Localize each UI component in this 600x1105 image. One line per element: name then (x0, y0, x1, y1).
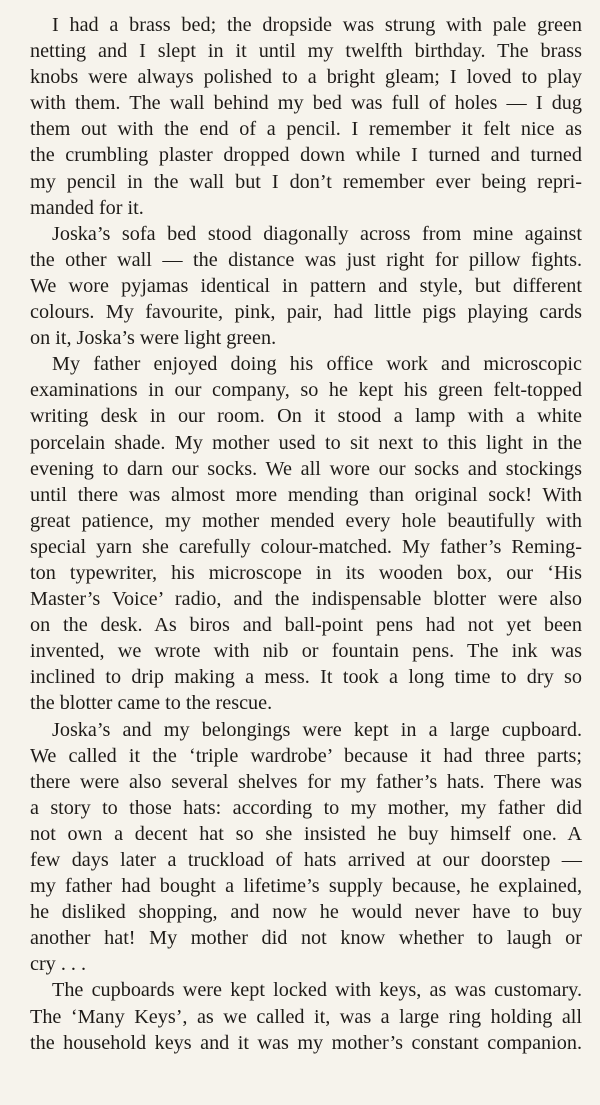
text-line: examinations in our company, so he kept his green felt-topped (30, 379, 582, 402)
text-line: few days later a truckload of hats arrived at our doorstep — (30, 849, 582, 871)
text-line: Joska’s sofa bed stood diagonally across from mine against (52, 222, 582, 245)
text-line: invented, we wrote with nib or fountain pens. The ink was (30, 640, 582, 663)
text-line: special yarn she carefully colour-matched. My father’s Reming- (30, 535, 582, 558)
text-line: Joska’s and my belongings were kept in a large cupboard. (52, 718, 582, 741)
text-line: manded for it. (30, 196, 144, 219)
text-line: ton typewriter, his microscope in its wooden box, our ‘His (30, 561, 582, 584)
text-line: The ‘Many Keys’, as we called it, was a large ring holding all (30, 1005, 582, 1028)
text-line: my father had bought a lifetime’s supply because, he explained, (30, 875, 582, 898)
text-line: until there was almost more mending than original sock! With (30, 483, 582, 506)
paragraph-wardrobe-hats (30, 717, 582, 978)
paragraph-writing-desk (30, 351, 582, 716)
text-line: inclined to drip making a mess. It took a long time to dry so (30, 666, 582, 689)
text-line: colours. My favourite, pink, pair, had little pigs playing cards (30, 301, 582, 324)
text-line: writing desk in our room. On it stood a lamp with a white (30, 405, 582, 428)
paragraph-many-keys (30, 977, 582, 1055)
text-line: he disliked shopping, and now he would never have to buy (30, 901, 582, 924)
text-line: on it, Joska’s were light green. (30, 327, 277, 350)
text-line: the household keys and it was my mother’s constant companion. (30, 1031, 582, 1054)
text-line: The cupboards were kept locked with keys, as was customary. (52, 979, 582, 1002)
text-line: Master’s Voice’ radio, and the indispensable blotter were also (30, 588, 582, 611)
text-line: I had a brass bed; the dropside was strung with pale green (52, 14, 582, 36)
text-line: great patience, my mother mended every hole beautifully with (30, 509, 582, 532)
text-line: my pencil in the wall but I don’t remember ever being repri- (30, 170, 582, 193)
text-line: on the desk. As biros and ball-point pens had not yet been (30, 614, 582, 637)
text-line: there were also several shelves for my father’s hats. There was (30, 770, 582, 793)
text-line: We wore pyjamas identical in pattern and style, but different (30, 274, 582, 297)
text-line: with them. The wall behind my bed was full of holes — I dug (30, 92, 582, 115)
paragraph-brass-bed (30, 12, 582, 221)
text-line: cry . . . (30, 953, 87, 976)
text-line: another hat! My mother did not know whether to laugh or (30, 927, 582, 950)
page-text (30, 12, 582, 1056)
text-line: porcelain shade. My mother used to sit next to this light in the (30, 431, 582, 454)
text-line: We called it the ‘triple wardrobe’ because it had three parts; (30, 744, 582, 767)
text-line: knobs were always polished to a bright gleam; I loved to play (30, 66, 582, 89)
text-line: the crumbling plaster dropped down while I turned and turned (30, 144, 582, 167)
text-line: a story to those hats: according to my mother, my father did (30, 796, 582, 819)
text-line: netting and I slept in it until my twelfth birthday. The brass (30, 40, 582, 63)
paragraph-sofa-bed (30, 221, 582, 351)
text-line: the blotter came to the rescue. (30, 692, 273, 715)
text-line: My father enjoyed doing his office work and microscopic (52, 353, 582, 376)
text-line: evening to darn our socks. We all wore our socks and stockings (30, 457, 582, 480)
text-line: them out with the end of a pencil. I remember it felt nice as (30, 118, 582, 141)
text-line: the other wall — the distance was just right for pillow fights. (30, 248, 582, 271)
text-line: not own a decent hat so she insisted he buy himself one. A (30, 822, 582, 845)
